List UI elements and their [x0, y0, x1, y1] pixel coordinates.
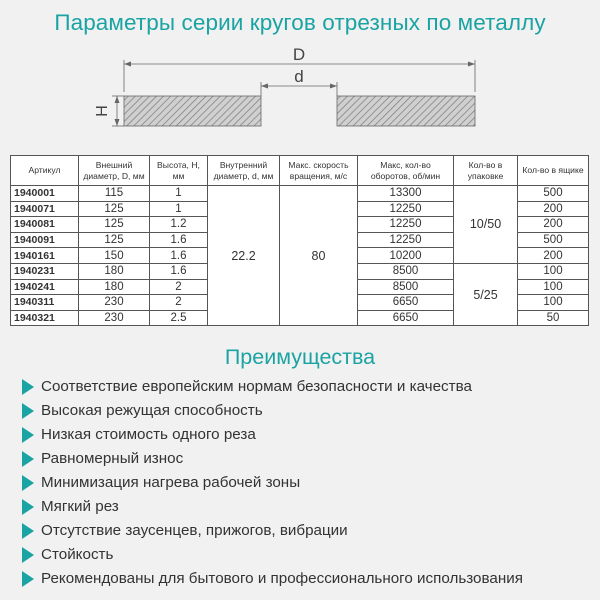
- cell-inner-diameter: 22.2: [208, 186, 280, 326]
- cell-outer-diameter: 115: [79, 186, 150, 202]
- inner-diameter-label: d: [294, 67, 304, 86]
- cell-height: 2: [150, 279, 208, 295]
- advantage-text: Соответствие европейским нормам безопасности и качества: [41, 378, 472, 395]
- header-article: Артикул: [11, 156, 79, 186]
- inner-diameter-dimension: [261, 67, 337, 96]
- cell-outer-diameter: 180: [79, 263, 150, 279]
- arrow-right-icon: [22, 379, 34, 395]
- cell-max-rpm: 6650: [358, 295, 454, 311]
- cell-per-box: 200: [518, 201, 589, 217]
- cell-height: 1.6: [150, 232, 208, 248]
- cell-height: 1.6: [150, 248, 208, 264]
- cell-outer-diameter: 125: [79, 201, 150, 217]
- parameters-table: [10, 155, 589, 326]
- height-label: H: [94, 105, 111, 117]
- cell-height: 1.2: [150, 217, 208, 233]
- cell-outer-diameter: 230: [79, 310, 150, 326]
- disc-section: [124, 96, 475, 126]
- list-item: [22, 425, 523, 449]
- advantage-text: Мягкий рез: [41, 498, 119, 515]
- cell-per-box: 100: [518, 295, 589, 311]
- height-dimension: [94, 96, 124, 126]
- cell-height: 2.5: [150, 310, 208, 326]
- advantage-text: Высокая режущая способность: [41, 402, 263, 419]
- cell-per-box: 100: [518, 279, 589, 295]
- cell-max-speed: 80: [280, 186, 358, 326]
- cell-per-box: 200: [518, 248, 589, 264]
- cell-article: 1940091: [11, 232, 79, 248]
- advantage-text: Рекомендованы для бытового и профессионального использования: [41, 570, 523, 587]
- list-item: [22, 377, 523, 401]
- list-item: [22, 449, 523, 473]
- cell-article: 1940231: [11, 263, 79, 279]
- advantage-text: Низкая стоимость одного реза: [41, 426, 256, 443]
- cell-article: 1940161: [11, 248, 79, 264]
- table-header-row: [11, 156, 589, 186]
- arrow-right-icon: [22, 571, 34, 587]
- table-row: [11, 186, 589, 202]
- cell-article: 1940241: [11, 279, 79, 295]
- list-item: [22, 521, 523, 545]
- cell-outer-diameter: 230: [79, 295, 150, 311]
- header-per-box: Кол-во в ящике: [518, 156, 589, 186]
- cell-per-box: 200: [518, 217, 589, 233]
- cell-article: 1940311: [11, 295, 79, 311]
- arrow-right-icon: [22, 451, 34, 467]
- advantages-list: [22, 377, 523, 593]
- cell-per-pack-group-1: 10/50: [454, 186, 518, 264]
- cell-max-rpm: 12250: [358, 201, 454, 217]
- list-item: [22, 545, 523, 569]
- header-max-speed: Макс. скорость вращения, м/с: [280, 156, 358, 186]
- cell-height: 1: [150, 201, 208, 217]
- header-inner-diameter: Внутренний диаметр, d, мм: [208, 156, 280, 186]
- header-max-rpm: Макс, кол-во оборотов, об/мин: [358, 156, 454, 186]
- cell-per-box: 100: [518, 263, 589, 279]
- list-item: [22, 497, 523, 521]
- outer-diameter-label: D: [292, 45, 306, 64]
- cell-max-rpm: 13300: [358, 186, 454, 202]
- cell-outer-diameter: 125: [79, 232, 150, 248]
- list-item: [22, 401, 523, 425]
- advantages-title: Преимущества: [224, 345, 376, 369]
- arrow-right-icon: [22, 475, 34, 491]
- cell-max-rpm: 10200: [358, 248, 454, 264]
- cell-height: 1.6: [150, 263, 208, 279]
- cell-per-box: 50: [518, 310, 589, 326]
- advantage-text: Равномерный износ: [41, 450, 184, 467]
- disc-cross-section-diagram: [0, 40, 600, 150]
- cell-outer-diameter: 150: [79, 248, 150, 264]
- advantage-text: Стойкость: [41, 546, 114, 563]
- list-item: [22, 569, 523, 593]
- cell-outer-diameter: 180: [79, 279, 150, 295]
- cell-max-rpm: 8500: [358, 279, 454, 295]
- cell-max-rpm: 8500: [358, 263, 454, 279]
- list-item: [22, 473, 523, 497]
- arrow-right-icon: [22, 547, 34, 563]
- cell-max-rpm: 6650: [358, 310, 454, 326]
- cell-article: 1940321: [11, 310, 79, 326]
- cell-article: 1940071: [11, 201, 79, 217]
- advantage-text: Отсутствие заусенцев, прижогов, вибрации: [41, 522, 348, 539]
- cell-outer-diameter: 125: [79, 217, 150, 233]
- cell-height: 1: [150, 186, 208, 202]
- advantage-text: Минимизация нагрева рабочей зоны: [41, 474, 301, 491]
- arrow-right-icon: [22, 499, 34, 515]
- arrow-right-icon: [22, 427, 34, 443]
- arrow-right-icon: [22, 403, 34, 419]
- cell-max-rpm: 12250: [358, 232, 454, 248]
- cell-height: 2: [150, 295, 208, 311]
- cell-per-box: 500: [518, 232, 589, 248]
- header-outer-diameter: Внешний диаметр, D, мм: [79, 156, 150, 186]
- page-title: Параметры серии кругов отрезных по металлу: [54, 10, 546, 35]
- header-height: Высота, Н, мм: [150, 156, 208, 186]
- header-per-pack: Кол-во в упаковке: [454, 156, 518, 186]
- cell-per-box: 500: [518, 186, 589, 202]
- cell-max-rpm: 12250: [358, 217, 454, 233]
- arrow-right-icon: [22, 523, 34, 539]
- cell-per-pack-group-2: 5/25: [454, 263, 518, 325]
- cell-article: 1940081: [11, 217, 79, 233]
- cell-article: 1940001: [11, 186, 79, 202]
